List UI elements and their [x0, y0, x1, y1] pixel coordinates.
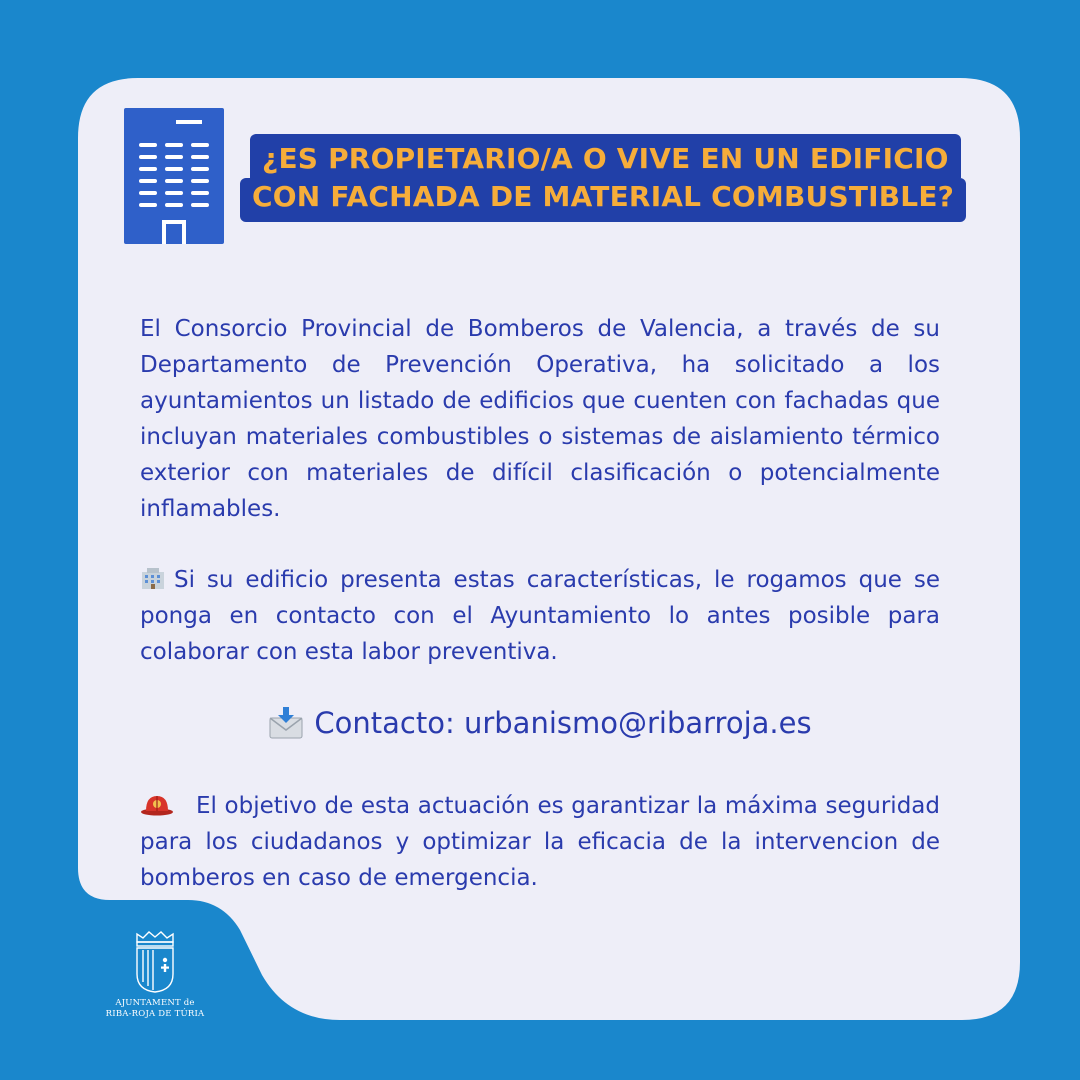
contact-line: [140, 706, 940, 740]
paragraph-contact-request-text: Si su edificio presenta estas características, le rogamos que se ponga en contacto con el Ayuntamiento lo antes posible para colaborar con esta labor preventiva.: [140, 567, 940, 665]
inbox-envelope-icon: [268, 706, 304, 740]
paragraph-contact-request: [140, 562, 940, 670]
logo-line-1: AJUNTAMENT de: [115, 998, 195, 1008]
office-building-icon: [124, 108, 224, 244]
paragraph-objective: [140, 788, 940, 896]
logo-line-2: RIBA-ROJA DE TÚRIA: [105, 1009, 205, 1019]
headline-line-2: CON FACHADA DE MATERIAL COMBUSTIBLE?: [240, 178, 966, 222]
ayuntamiento-logo: [90, 928, 220, 1020]
coat-of-arms-icon: [129, 928, 181, 994]
headline: [240, 134, 966, 222]
paragraph-objective-text: El objetivo de esta actuación es garantizar la máxima seguridad para los ciudadanos y optimizar la eficacia de la intervencion de bomberos en caso de emergencia.: [140, 793, 940, 891]
firefighter-helmet-icon: [140, 792, 174, 816]
headline-line-1: ¿ES PROPIETARIO/A O VIVE EN UN EDIFICIO: [250, 134, 961, 178]
paragraph-consorcio: El Consorcio Provincial de Bomberos de Valencia, a través de su Departamento de Prevención Operativa, ha solicitado a los ayuntamientos un listado de edificios que cuenten con fachadas que incluyan materiales combustibles o sistemas de aislamiento térmico exterior con materiales de difícil clasificación o potencialmente inflamables.: [140, 316, 940, 522]
contact-email-link[interactable]: Contacto: urbanismo@ribarroja.es: [314, 706, 812, 740]
building-emoji-icon: [140, 566, 166, 590]
